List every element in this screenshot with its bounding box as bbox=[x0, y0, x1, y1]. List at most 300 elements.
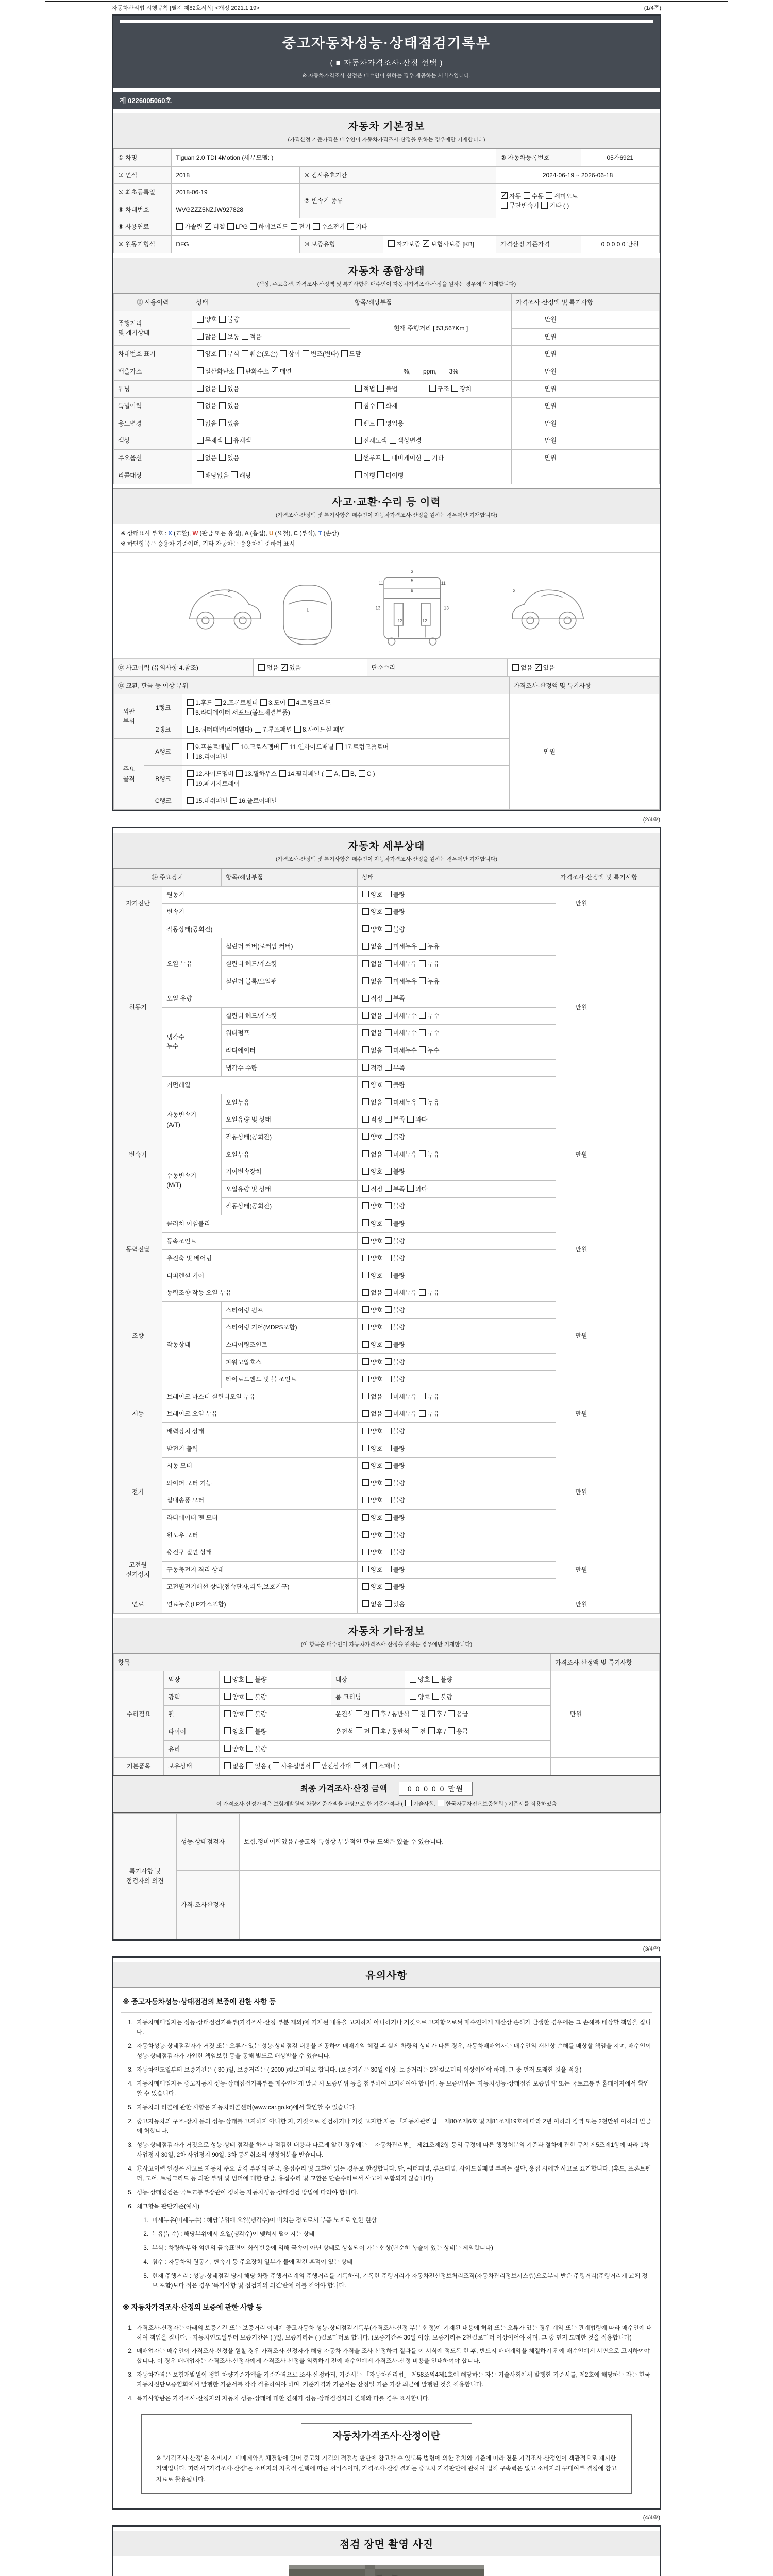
header-cell: ⑭ 주요장치 bbox=[114, 869, 222, 887]
table-row bbox=[114, 467, 660, 484]
label-cell: 보유상태 bbox=[164, 1758, 220, 1775]
checkbox[interactable] bbox=[385, 1272, 392, 1278]
checkbox[interactable] bbox=[385, 891, 392, 897]
checkbox[interactable] bbox=[355, 385, 362, 392]
checkbox[interactable] bbox=[362, 1289, 369, 1296]
checkbox[interactable] bbox=[385, 1531, 392, 1538]
checkbox[interactable] bbox=[385, 1098, 392, 1105]
svg-text:11: 11 bbox=[441, 581, 446, 586]
checkbox[interactable] bbox=[288, 699, 295, 706]
checkbox[interactable] bbox=[385, 1324, 392, 1330]
checkbox[interactable] bbox=[385, 1081, 392, 1088]
table-row bbox=[114, 1871, 661, 1939]
label-cell: 휠 bbox=[164, 1706, 220, 1723]
checkbox-checked[interactable] bbox=[423, 240, 429, 247]
table-row bbox=[114, 1440, 660, 1458]
checkbox[interactable] bbox=[197, 316, 204, 323]
value-cell bbox=[590, 415, 659, 432]
value-cell: 브레이크 오일 누유 bbox=[162, 1405, 358, 1423]
checkbox[interactable] bbox=[236, 770, 243, 777]
checkbox[interactable] bbox=[385, 1012, 392, 1019]
checkbox[interactable] bbox=[355, 402, 362, 409]
checkbox[interactable] bbox=[231, 471, 238, 478]
checkbox[interactable] bbox=[359, 770, 365, 777]
checkbox[interactable] bbox=[385, 1393, 392, 1399]
value-cell: 오일누유 bbox=[221, 1094, 357, 1111]
checkbox[interactable] bbox=[385, 960, 392, 967]
value-cell: 만원 bbox=[512, 398, 590, 415]
checkbox[interactable] bbox=[385, 995, 392, 1002]
table-row bbox=[114, 1544, 660, 1562]
checkbox[interactable] bbox=[362, 1081, 369, 1088]
checkbox[interactable] bbox=[385, 1514, 392, 1521]
label-cell: ① 차명 bbox=[114, 149, 172, 167]
checkbox[interactable] bbox=[197, 454, 204, 461]
checkbox[interactable] bbox=[326, 770, 332, 777]
checkbox[interactable] bbox=[385, 1289, 392, 1296]
checkbox[interactable] bbox=[419, 1410, 426, 1417]
checkbox[interactable] bbox=[385, 1219, 392, 1226]
value-cell: 9.프론트패널 10.크로스멤버 11.인사이드패널 17.트렁크플로어 18.리어패널 bbox=[182, 739, 510, 766]
label-cell: 유리 bbox=[164, 1740, 220, 1758]
checkbox[interactable] bbox=[412, 1710, 418, 1717]
header-cell: 항목/해당부품 bbox=[221, 869, 357, 887]
value-cell: 양호 불량 bbox=[358, 1267, 556, 1284]
notices-list-2 bbox=[121, 2117, 652, 2291]
checkbox[interactable] bbox=[219, 385, 226, 392]
checkbox[interactable] bbox=[219, 316, 226, 323]
checkbox[interactable] bbox=[362, 1497, 369, 1503]
value-cell: 2018 bbox=[172, 166, 300, 184]
checkbox[interactable] bbox=[385, 1064, 392, 1071]
checkbox[interactable] bbox=[232, 743, 239, 750]
checkbox[interactable] bbox=[347, 223, 354, 230]
label-cell: 조향 bbox=[114, 1284, 162, 1388]
checkbox[interactable] bbox=[187, 699, 194, 706]
value-cell: 운전석 전 후 / 동반석 전 후 / 응급 bbox=[331, 1723, 550, 1740]
value-cell: 양호 불량 bbox=[358, 1198, 556, 1215]
checkbox[interactable] bbox=[383, 454, 390, 461]
checkbox[interactable] bbox=[432, 1676, 439, 1683]
value-cell: 없음 미세누유 누유 bbox=[358, 1284, 556, 1302]
value-cell: 12.사이드멤버 13.휠하우스 14.필러패널 ( A, B, C ) 19.패키지트레이 bbox=[182, 766, 510, 792]
checkbox[interactable] bbox=[385, 1341, 392, 1348]
checkbox[interactable] bbox=[429, 385, 436, 392]
table-row bbox=[114, 886, 660, 904]
checkbox[interactable] bbox=[362, 1046, 369, 1053]
label-cell: 주요옵션 bbox=[114, 449, 192, 467]
checkbox[interactable] bbox=[362, 1098, 369, 1105]
checkbox[interactable] bbox=[419, 943, 426, 950]
checkbox[interactable] bbox=[187, 779, 194, 786]
checkbox[interactable] bbox=[362, 1428, 369, 1434]
checkbox[interactable] bbox=[385, 1445, 392, 1451]
checkbox[interactable] bbox=[362, 925, 369, 932]
checkbox[interactable] bbox=[246, 1745, 253, 1752]
checkbox[interactable] bbox=[197, 471, 204, 478]
checkbox[interactable] bbox=[385, 1133, 392, 1140]
checkbox[interactable] bbox=[377, 402, 384, 409]
checkbox[interactable] bbox=[385, 1479, 392, 1486]
checkbox[interactable] bbox=[362, 1029, 369, 1036]
checkbox[interactable] bbox=[356, 1710, 362, 1717]
value-cell: 없음 ✓있음 bbox=[254, 659, 367, 677]
checkbox[interactable] bbox=[246, 1727, 253, 1734]
notice-item: 4. 자동차매매업자는 중고자동차 성능·상태점검기록부를 매수인에게 발급 시 보증범위 등을 첨부하여 고지하여야 합니다. 동 보증범위는 '자동차성능·상태점검 보증범위' 또는 국토교통부 홈페이지에서 확인할 수 있습니다. bbox=[128, 2081, 649, 2097]
checkbox[interactable] bbox=[370, 1762, 377, 1769]
checkbox[interactable] bbox=[227, 223, 234, 230]
checkbox[interactable] bbox=[362, 1479, 369, 1486]
checkbox[interactable] bbox=[230, 797, 237, 804]
value-cell: 양호 불량 bbox=[358, 1561, 556, 1579]
overall-state-table bbox=[113, 294, 660, 485]
checkbox[interactable] bbox=[313, 223, 320, 230]
checkbox[interactable] bbox=[432, 1693, 439, 1700]
checkbox[interactable] bbox=[255, 726, 261, 733]
checkbox[interactable] bbox=[362, 1272, 369, 1278]
checkbox[interactable] bbox=[419, 1393, 426, 1399]
checkbox[interactable] bbox=[303, 350, 309, 357]
value-cell: 양호 불량 bbox=[219, 1671, 331, 1689]
checkbox[interactable] bbox=[385, 1029, 392, 1036]
checkbox[interactable] bbox=[385, 1185, 392, 1192]
checkbox[interactable] bbox=[362, 1514, 369, 1521]
checkbox[interactable] bbox=[362, 1549, 369, 1555]
value-cell: 2018-06-19 bbox=[172, 184, 300, 201]
checkbox[interactable] bbox=[355, 437, 362, 444]
checkbox[interactable] bbox=[412, 1727, 418, 1734]
checkbox-checked[interactable] bbox=[205, 223, 211, 230]
checkbox[interactable] bbox=[377, 419, 384, 426]
checkbox[interactable] bbox=[197, 350, 204, 357]
checkbox[interactable] bbox=[385, 1410, 392, 1417]
checkbox[interactable] bbox=[362, 1306, 369, 1313]
value-cell: 원동기 bbox=[162, 886, 358, 904]
checkbox[interactable] bbox=[197, 402, 204, 409]
status-code-legend bbox=[113, 524, 660, 538]
checkbox[interactable] bbox=[385, 1583, 392, 1590]
svg-text:5: 5 bbox=[411, 578, 414, 584]
checkbox-checked[interactable] bbox=[501, 192, 508, 199]
notice-item: 1. 가격조사·산정자는 아래의 보증기간 또는 보증거리 이내에 중고자동차 성능·상태점검기록부(가격조사·산정 부분 한정)에 기재된 내용에 허위 또는 오류가 있는 경우 계약 또는 관계법령에 따라 매수인에 대하여 책임을 집니다. · 자동차인도일부터 보증기간은 ( )일, 보증거리는 ( )킬로미터로 합니다. (보증기간은 30일 이상, 보증거리는 2천킬로미터 이상이어야 하며, 그 중 먼저 도래한 것을 적용합니다) bbox=[128, 2325, 652, 2341]
checkbox[interactable] bbox=[362, 1531, 369, 1538]
checkbox[interactable] bbox=[224, 1710, 231, 1717]
label-cell: 광택 bbox=[164, 1688, 220, 1706]
inspector-opinion-table bbox=[113, 1813, 661, 1939]
checkbox[interactable] bbox=[385, 1202, 392, 1209]
checkbox-checked[interactable] bbox=[281, 664, 288, 671]
checkbox[interactable] bbox=[362, 1012, 369, 1019]
checkbox[interactable] bbox=[313, 1762, 320, 1769]
checkbox[interactable] bbox=[294, 726, 301, 733]
checkbox[interactable] bbox=[187, 708, 194, 715]
checkbox[interactable] bbox=[407, 1185, 414, 1192]
checkbox[interactable] bbox=[419, 1029, 426, 1036]
value-cell: 없음 미세누유 누유 bbox=[358, 1405, 556, 1423]
checkbox[interactable] bbox=[187, 770, 194, 777]
checkbox[interactable] bbox=[385, 943, 392, 950]
checkbox[interactable] bbox=[385, 977, 392, 984]
checkbox[interactable] bbox=[541, 202, 548, 209]
checkbox[interactable] bbox=[451, 385, 458, 392]
checkbox[interactable] bbox=[385, 1168, 392, 1175]
form-page-2 bbox=[112, 827, 661, 1941]
svg-text:12: 12 bbox=[397, 618, 403, 624]
checkbox[interactable] bbox=[362, 891, 369, 897]
checkbox[interactable] bbox=[197, 385, 204, 392]
checkbox[interactable] bbox=[362, 1376, 369, 1382]
checkbox[interactable] bbox=[362, 977, 369, 984]
checkbox[interactable] bbox=[385, 1462, 392, 1469]
checkbox[interactable] bbox=[246, 1762, 253, 1769]
value-cell: 없음 있음 ( 사용설명서 안전삼각대 잭 스패너 ) bbox=[219, 1758, 550, 1775]
checkbox[interactable] bbox=[176, 223, 183, 230]
checkbox[interactable] bbox=[224, 1745, 231, 1752]
checkbox[interactable] bbox=[250, 223, 257, 230]
checkbox[interactable] bbox=[385, 1237, 392, 1244]
checkbox[interactable] bbox=[197, 419, 204, 426]
checkbox[interactable] bbox=[187, 753, 194, 759]
checkbox[interactable] bbox=[362, 1462, 369, 1469]
value-cell: 없음 미세누유 누유 bbox=[358, 938, 556, 956]
checkbox[interactable] bbox=[354, 1762, 360, 1769]
value-cell: 만원 bbox=[512, 415, 590, 432]
value-cell: 양호 불량 bbox=[358, 1301, 556, 1319]
value-cell: 양호 불량 bbox=[358, 1423, 556, 1440]
checkbox[interactable] bbox=[273, 1762, 279, 1769]
checkbox[interactable] bbox=[355, 471, 362, 478]
checkbox[interactable] bbox=[219, 350, 226, 357]
checkbox[interactable] bbox=[501, 202, 508, 209]
checkbox[interactable] bbox=[260, 699, 267, 706]
checkbox[interactable] bbox=[242, 350, 248, 357]
value-cell bbox=[607, 1388, 659, 1440]
checkbox[interactable] bbox=[385, 1549, 392, 1555]
checkbox-checked[interactable] bbox=[535, 664, 542, 671]
notice-item: 2. 중고자동차의 구조·장치 등의 성능·상태를 고지하지 아니한 자, 거짓으로 점검하거나 거짓 고지한 자는 「자동차관리법」 제80조제6호 및 제81조제19호에 따라 2년 이하의 징역 또는 2천만원 이하의 벌금에 처합니다. bbox=[128, 2118, 651, 2134]
checkbox[interactable] bbox=[385, 1497, 392, 1503]
checkbox[interactable] bbox=[424, 454, 430, 461]
checkbox[interactable] bbox=[407, 1116, 414, 1123]
checkbox[interactable] bbox=[362, 1255, 369, 1261]
checkbox[interactable] bbox=[362, 1150, 369, 1157]
checkbox[interactable] bbox=[385, 908, 392, 915]
checkbox[interactable] bbox=[197, 333, 204, 340]
checkbox[interactable] bbox=[219, 419, 226, 426]
checkbox[interactable] bbox=[362, 1168, 369, 1175]
checkbox[interactable] bbox=[385, 1600, 392, 1607]
value-cell: 적정 부족 과다 bbox=[358, 1111, 556, 1129]
value-cell: 만원 bbox=[556, 1388, 607, 1440]
document-title: 중고자동차성능·상태점검기록부 bbox=[282, 36, 491, 51]
checkbox[interactable] bbox=[355, 419, 362, 426]
checkbox[interactable] bbox=[419, 1098, 426, 1105]
checkbox[interactable] bbox=[362, 1600, 369, 1607]
checkbox[interactable] bbox=[197, 437, 204, 444]
checkbox[interactable] bbox=[377, 471, 384, 478]
status-code: T (손상) bbox=[318, 531, 339, 537]
panel-rank-table bbox=[113, 677, 660, 810]
service-note: ※ 자동차가격조사·산정은 매수인이 원하는 경우 제공하는 서비스입니다. bbox=[302, 73, 471, 79]
value-cell: 만원 bbox=[512, 380, 590, 398]
checkbox[interactable] bbox=[187, 743, 194, 750]
checkbox[interactable] bbox=[362, 908, 369, 915]
checkbox[interactable] bbox=[385, 1428, 392, 1434]
checkbox[interactable] bbox=[246, 1710, 253, 1717]
legend-prefix: ※ 상태표시 부호 : bbox=[121, 531, 167, 537]
checkbox[interactable] bbox=[390, 437, 396, 444]
checkbox[interactable] bbox=[419, 1012, 426, 1019]
checkbox[interactable] bbox=[448, 1727, 455, 1734]
checkbox[interactable] bbox=[219, 402, 226, 409]
value-cell: 양호 불량 bbox=[358, 1232, 556, 1250]
form-regulation-note: 자동차관리법 시행규칙 [별지 제82호서식] <개정 2021.1.19> bbox=[112, 5, 260, 11]
checkbox[interactable] bbox=[512, 664, 519, 671]
notice-item: 5. 자동차의 리콜에 관한 사항은 자동차리콜센터(www.car.go.kr)에서 확인할 수 있습니다. bbox=[128, 2105, 357, 2111]
checkbox[interactable] bbox=[362, 1116, 369, 1123]
checkbox[interactable] bbox=[291, 223, 297, 230]
checkbox[interactable] bbox=[258, 664, 265, 671]
checkbox[interactable] bbox=[356, 1727, 362, 1734]
checkbox[interactable] bbox=[362, 1583, 369, 1590]
checkbox[interactable] bbox=[342, 770, 349, 777]
checkbox[interactable] bbox=[224, 1727, 231, 1734]
table-row bbox=[114, 415, 660, 432]
checkbox[interactable] bbox=[419, 1289, 426, 1296]
value-cell: 커먼레일 bbox=[162, 1077, 358, 1094]
checkbox[interactable] bbox=[385, 1566, 392, 1572]
checkbox[interactable] bbox=[225, 437, 232, 444]
checkbox[interactable] bbox=[385, 1255, 392, 1261]
checkbox[interactable] bbox=[336, 743, 343, 750]
checkbox[interactable] bbox=[280, 350, 287, 357]
value-cell: 적정 부족 bbox=[358, 990, 556, 1008]
checkbox[interactable] bbox=[377, 385, 384, 392]
checkbox[interactable] bbox=[385, 925, 392, 932]
checkbox[interactable] bbox=[341, 350, 348, 357]
checkbox[interactable] bbox=[410, 1693, 416, 1700]
section-photos-header bbox=[113, 2531, 660, 2556]
checkbox[interactable] bbox=[362, 1341, 369, 1348]
value-cell: 발전기 출력 bbox=[162, 1440, 358, 1458]
value-cell: 스티어링 기어(MDPS포함) bbox=[221, 1319, 357, 1336]
checkbox[interactable] bbox=[362, 995, 369, 1002]
checkbox[interactable] bbox=[385, 1150, 392, 1157]
value-cell: 양호 불량 bbox=[358, 886, 556, 904]
value-cell: 라디에이터 팬 모터 bbox=[162, 1510, 358, 1527]
checkbox[interactable] bbox=[215, 699, 222, 706]
value-cell: 많음 보통 적음 bbox=[192, 328, 350, 346]
checkbox[interactable] bbox=[362, 1237, 369, 1244]
checkbox[interactable] bbox=[237, 367, 244, 374]
checkbox[interactable] bbox=[362, 1185, 369, 1192]
checkbox[interactable] bbox=[362, 960, 369, 967]
label-cell: ④ 검사유효기간 bbox=[300, 166, 496, 184]
checkbox[interactable] bbox=[362, 1133, 369, 1140]
checkbox[interactable] bbox=[362, 1393, 369, 1399]
checkbox[interactable] bbox=[197, 367, 204, 374]
checkbox[interactable] bbox=[355, 454, 362, 461]
checkbox[interactable] bbox=[246, 1693, 253, 1700]
checkbox-checked[interactable] bbox=[272, 367, 278, 374]
table-row bbox=[114, 1596, 660, 1613]
page-marker-1: (1/4쪽) bbox=[644, 5, 661, 11]
checkbox[interactable] bbox=[419, 977, 426, 984]
checkbox[interactable] bbox=[362, 1064, 369, 1071]
checkbox[interactable] bbox=[428, 1710, 435, 1717]
value-cell: 양호 불량 bbox=[358, 904, 556, 921]
checkbox[interactable] bbox=[279, 770, 286, 777]
checkbox[interactable] bbox=[362, 1202, 369, 1209]
checkbox[interactable] bbox=[362, 1358, 369, 1365]
checkbox[interactable] bbox=[438, 1800, 444, 1806]
value-cell: 적정 부족 bbox=[358, 1059, 556, 1077]
checkbox[interactable] bbox=[385, 1358, 392, 1365]
label-cell: 단순수리 bbox=[367, 659, 507, 677]
checkbox[interactable] bbox=[187, 797, 194, 804]
checkbox[interactable] bbox=[524, 192, 530, 199]
value-cell: 오일 누유 bbox=[162, 938, 222, 990]
value-cell: 렌트 영업용 bbox=[350, 415, 511, 432]
table-row bbox=[114, 694, 660, 721]
value-cell bbox=[590, 328, 659, 346]
label-cell: 주행거리 및 계기상태 bbox=[114, 311, 192, 346]
value-cell: ✓자동 수동 세미오토 무단변속기 기타 ( ) bbox=[496, 184, 660, 218]
value-cell: 연료누출(LP가스포함) bbox=[162, 1596, 358, 1613]
checkbox[interactable] bbox=[419, 960, 426, 967]
checkbox[interactable] bbox=[385, 1116, 392, 1123]
value-cell bbox=[607, 1596, 659, 1613]
notice-item: 4. 침수 : 자동차의 원동기, 변속기 등 주요장치 일부가 물에 잠긴 흔적이 있는 상태 bbox=[143, 2259, 353, 2265]
checkbox[interactable] bbox=[372, 1727, 379, 1734]
checkbox[interactable] bbox=[385, 1046, 392, 1053]
checkbox[interactable] bbox=[224, 1693, 231, 1700]
checkbox[interactable] bbox=[419, 1150, 426, 1157]
checkbox[interactable] bbox=[362, 943, 369, 950]
checkbox[interactable] bbox=[362, 1324, 369, 1330]
checkbox[interactable] bbox=[242, 333, 248, 340]
notice-item: 3. 부식 : 차량하부와 외판의 금속표면이 화학반응에 의해 금속이 아닌 상태로 상실되어 가는 현상(단순히 녹슬어 있는 상태는 제외합니다) bbox=[143, 2245, 493, 2251]
checkbox[interactable] bbox=[362, 1566, 369, 1572]
checkbox[interactable] bbox=[410, 1676, 416, 1683]
checkbox[interactable] bbox=[405, 1800, 412, 1806]
value-cell: 오일누유 bbox=[221, 1146, 357, 1163]
final-price-amount: 0 0 0 0 0 만원 bbox=[399, 1782, 473, 1796]
checkbox[interactable] bbox=[385, 1376, 392, 1382]
checkbox[interactable] bbox=[362, 1219, 369, 1226]
checkbox[interactable] bbox=[362, 1410, 369, 1417]
checkbox[interactable] bbox=[219, 333, 226, 340]
checkbox[interactable] bbox=[428, 1727, 435, 1734]
checkbox[interactable] bbox=[385, 1306, 392, 1313]
checkbox[interactable] bbox=[281, 743, 288, 750]
checkbox[interactable] bbox=[224, 1676, 231, 1683]
checkbox[interactable] bbox=[546, 192, 552, 199]
checkbox[interactable] bbox=[246, 1676, 253, 1683]
checkbox[interactable] bbox=[362, 1445, 369, 1451]
checkbox[interactable] bbox=[372, 1710, 379, 1717]
checkbox[interactable] bbox=[219, 454, 226, 461]
checkbox[interactable] bbox=[187, 726, 194, 733]
checkbox[interactable] bbox=[224, 1762, 231, 1769]
svg-text:2: 2 bbox=[513, 588, 516, 594]
checkbox[interactable] bbox=[448, 1710, 455, 1717]
value-cell: 전체도색 색상변경 bbox=[350, 432, 511, 450]
label-cell: 변속기 bbox=[114, 1094, 162, 1215]
checkbox[interactable] bbox=[419, 1046, 426, 1053]
value-cell: 만원 bbox=[510, 694, 590, 810]
checkbox[interactable] bbox=[388, 240, 395, 247]
